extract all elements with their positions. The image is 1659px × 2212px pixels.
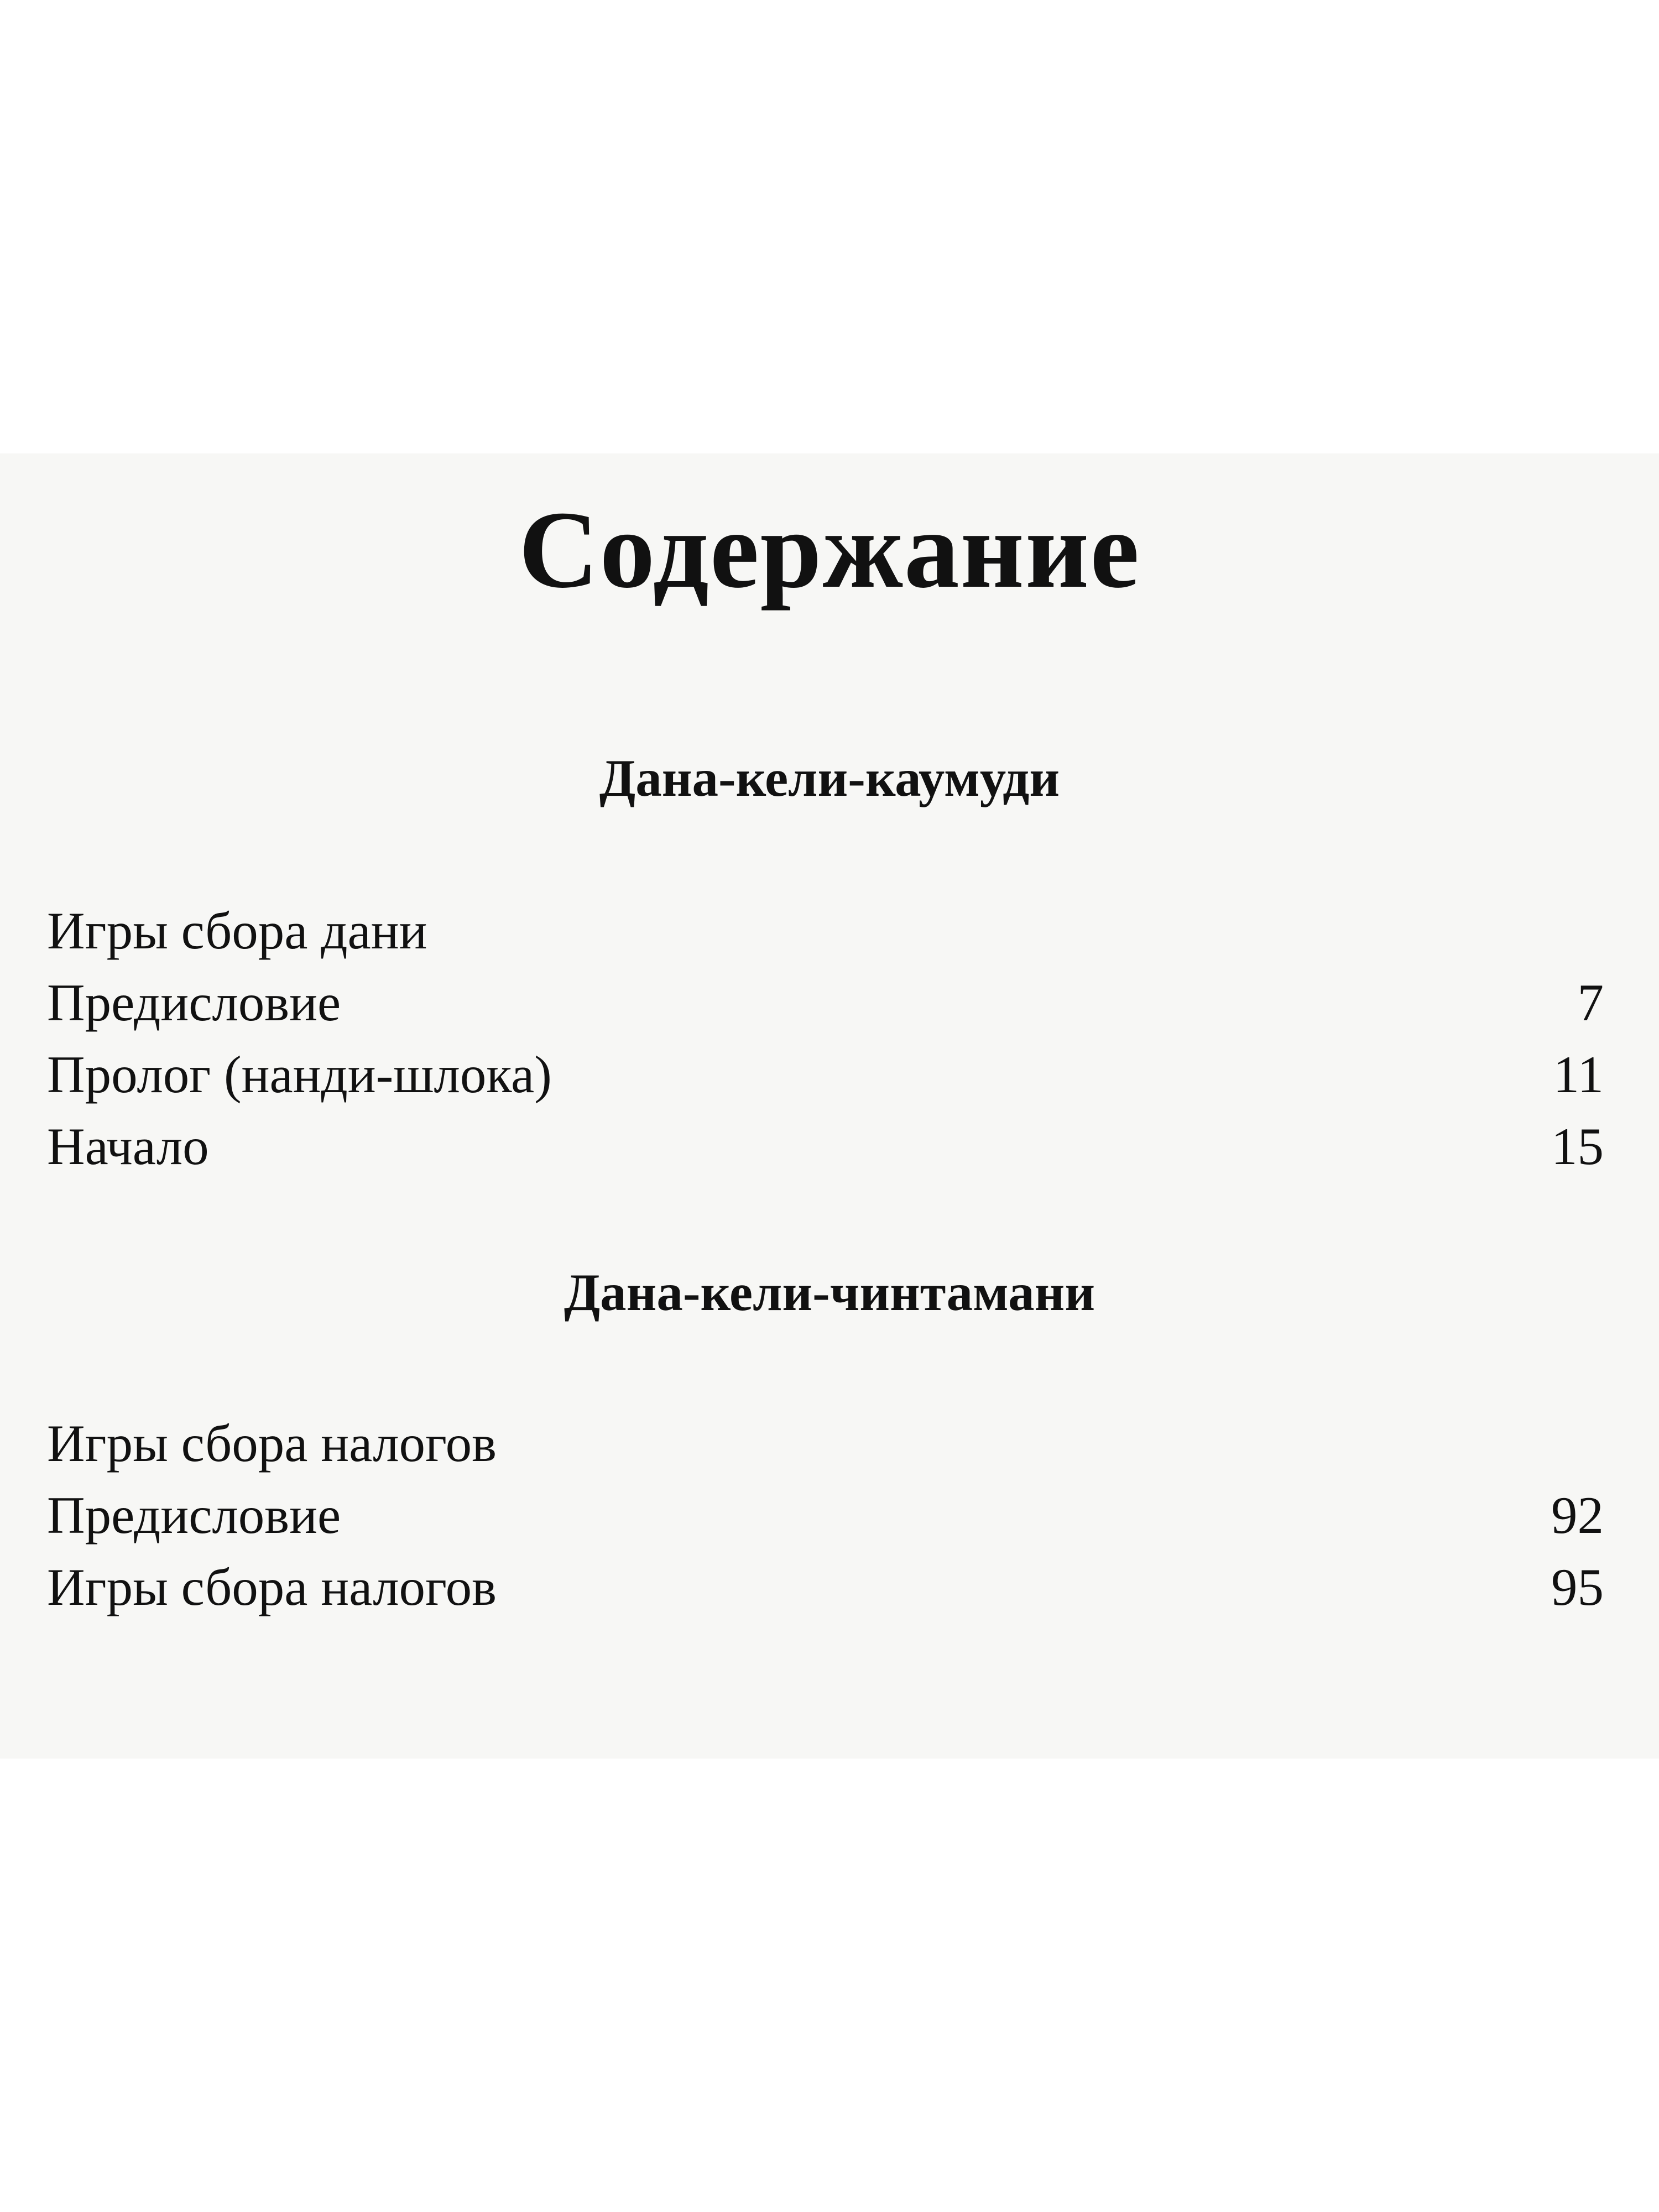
toc-entry: [47, 895, 1604, 967]
toc-entry-label: Игры сбора налогов: [47, 1558, 497, 1616]
toc-entry: [47, 967, 1604, 1039]
toc-entry-label: Игры сбора налогов: [47, 1414, 497, 1473]
toc-entry: [47, 1479, 1604, 1551]
toc-entry: [47, 1039, 1604, 1110]
toc-entry-page: 15: [1551, 1117, 1604, 1176]
section-heading-chintamani: Дана-кели-чинтамани: [564, 1263, 1095, 1322]
toc-entry-label: Пролог (нанди-шлока): [47, 1045, 552, 1104]
page-title: Содержание: [518, 489, 1141, 611]
toc-entry: [47, 1551, 1604, 1623]
toc-entry-page: 11: [1553, 1045, 1604, 1104]
toc-entry-page: 7: [1577, 973, 1604, 1032]
toc-entry-label: Начало: [47, 1117, 209, 1176]
toc-entry-page: 95: [1551, 1558, 1604, 1616]
toc-entry-label: Предисловие: [47, 973, 341, 1032]
toc-entry: [47, 1407, 1604, 1479]
toc-entry-label: Игры сбора дани: [47, 901, 427, 960]
toc-entry: [47, 1110, 1604, 1182]
toc-entry-page: 92: [1551, 1486, 1604, 1545]
toc-entry-label: Предисловие: [47, 1486, 341, 1545]
section-heading-kaumudi: Дана-кели-каумуди: [599, 749, 1060, 807]
